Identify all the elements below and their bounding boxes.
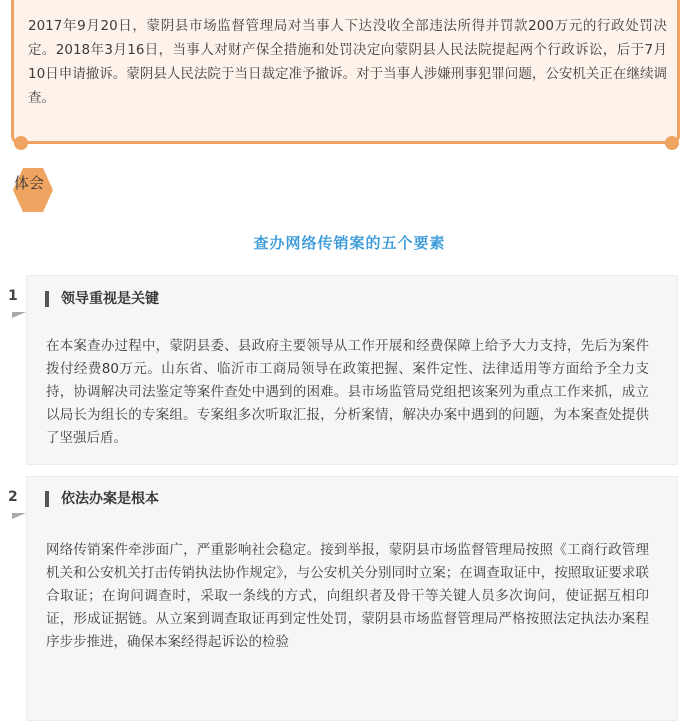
section-title: 领导重视是关键	[45, 291, 159, 307]
decorative-dot-left	[14, 136, 28, 150]
section-number: 2	[8, 489, 18, 505]
section-body: 网络传销案件牵涉面广，严重影响社会稳定。接到举报，蒙阴县市场监督管理局按照《工商行政管理机关和公安机关打击传销执法协作规定》，与公安机关分别同时立案；在调查取证中，按照取证要求联合取证；在询问调查时，采取一条线的方式，向组织者及骨干等关键人员多次询问，使证据互相印证，形成证据链。从立案到调查取证再到定性处罚，蒙阴县市场监督管理局严格按照法定执法办案程序步步推进，确保本案经得起诉讼的检验	[46, 542, 649, 650]
section-title: 依法办案是根本	[45, 491, 159, 507]
corner-fold-icon	[12, 513, 26, 519]
summary-box	[11, 0, 680, 144]
corner-fold-icon	[12, 312, 26, 318]
section-card	[26, 476, 678, 721]
section-heading: 查办网络传销案的五个要素	[253, 234, 446, 252]
section-card	[26, 275, 678, 465]
section-number: 1	[8, 288, 18, 304]
decorative-dot-right	[665, 136, 679, 150]
section-body: 在本案查办过程中，蒙阴县委、县政府主要领导从工作开展和经费保障上给予大力支持，先后为案件拨付经费80万元。山东省、临沂市工商局领导在政策把握、案件定性、法律适用等方面给予全力支持，协调解决司法鉴定等案件查处中遇到的困难。县市场监管局党组把该案列为重点工作来抓，成立以局长为组长的专案组。专案组多次听取汇报，分析案情，解决办案中遇到的问题，为本案查处提供了坚强后盾。	[46, 338, 649, 446]
summary-text: 2017年9月20日，蒙阴县市场监督管理局对当事人下达没收全部违法所得并罚款200万元的行政处罚决定。2018年3月16日，当事人对财产保全措施和处罚决定向蒙阴县人民法院提起两个行政诉讼，后于7月10日申请撤诉。蒙阴县人民法院于当日裁定准予撤诉。对于当事人涉嫌刑事犯罪问题，公安机关正在继续调查。	[28, 18, 667, 106]
badge-label: 体会	[14, 174, 45, 192]
